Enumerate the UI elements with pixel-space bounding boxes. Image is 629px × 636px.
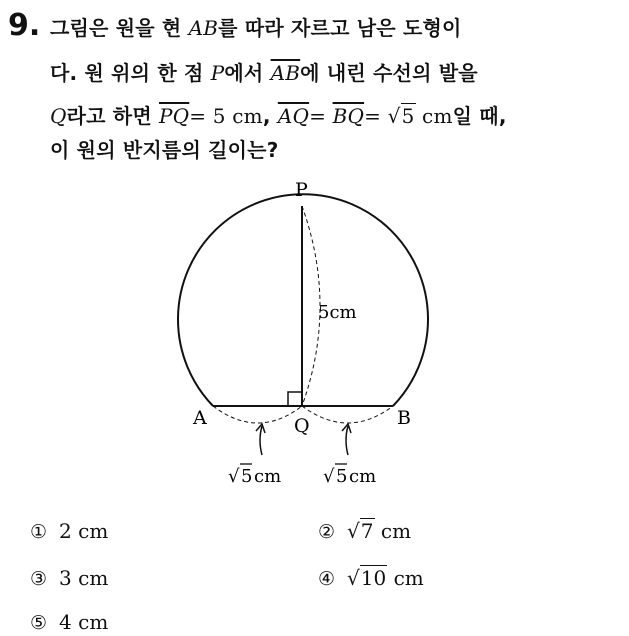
- sqrt-sign: √: [228, 466, 240, 487]
- q-math-ab-segment: $\overline{AB}$: [270, 61, 301, 85]
- q-math-p: P: [210, 61, 225, 85]
- q-text: 라고 하면: [66, 104, 160, 128]
- q-math-aq: $\overline{AQ}$: [277, 104, 310, 128]
- right-angle-mark: [288, 392, 302, 406]
- q-text: ,: [262, 104, 278, 128]
- q-math-eq: = 5 cm: [189, 104, 263, 128]
- q-text: 다. 원 위의 한 점: [50, 61, 211, 85]
- choice-number: ②: [318, 521, 336, 543]
- label-a: A: [193, 407, 207, 429]
- label-bq-unit: cm: [349, 466, 377, 487]
- label-bq-value: 5: [336, 466, 348, 487]
- choice-2[interactable]: [318, 519, 411, 543]
- choice-unit: cm: [387, 566, 424, 590]
- q-text: 일 때,: [452, 104, 507, 128]
- choice-4[interactable]: [318, 566, 424, 590]
- dashed-arc-bq: [302, 406, 393, 423]
- q-math-ab: AB: [188, 16, 219, 40]
- arrow-aq: [260, 426, 262, 455]
- choice-number: ④: [318, 568, 336, 590]
- q-text: 그림은 원을 현: [50, 16, 189, 40]
- q-math-pq: $\overline{PQ}$: [159, 104, 190, 128]
- label-q: Q: [294, 415, 310, 437]
- q-math-q: Q: [50, 104, 67, 128]
- sqrt-sign: √: [387, 104, 401, 128]
- arrow-bq: [346, 426, 348, 455]
- dashed-arc-aq: [213, 406, 302, 423]
- q-math-sqrt5: 5: [401, 104, 415, 128]
- choice-unit: cm: [374, 519, 412, 543]
- choice-5[interactable]: [30, 610, 108, 634]
- q-text: 에서: [224, 61, 271, 85]
- q-math-eq: =: [364, 104, 388, 128]
- choice-number: ①: [30, 521, 48, 543]
- label-p: P: [295, 179, 308, 201]
- q-math-unit: cm: [415, 104, 453, 128]
- q-math-bq: $\overline{BQ}$: [332, 104, 365, 128]
- choice-1[interactable]: [30, 519, 108, 543]
- choice-text: 4 cm: [59, 610, 109, 634]
- sqrt-sign: √: [347, 519, 360, 543]
- label-aq-value: 5: [241, 466, 253, 487]
- choice-text: 3 cm: [59, 566, 109, 590]
- choice-sqrt-value: 7: [360, 519, 374, 543]
- choice-number: ③: [30, 568, 48, 590]
- question-line-4: 이 원의 반지름의 길이는?: [50, 138, 279, 162]
- choice-sqrt-value: 10: [360, 566, 387, 590]
- q-text: 에 내린 수선의 발을: [300, 61, 478, 85]
- q-math-eq: =: [309, 104, 333, 128]
- label-aq-unit: cm: [254, 466, 282, 487]
- q-text: 를 따라 자르고 남은 도형이: [218, 16, 462, 40]
- choice-3[interactable]: [30, 566, 108, 590]
- question-number: 9.: [8, 8, 41, 43]
- choice-number: ⑤: [30, 612, 48, 634]
- label-b: B: [397, 407, 411, 429]
- sqrt-sign: √: [323, 466, 335, 487]
- sqrt-sign: √: [347, 566, 360, 590]
- choice-text: 2 cm: [59, 519, 109, 543]
- label-pq-length: 5cm: [318, 302, 357, 323]
